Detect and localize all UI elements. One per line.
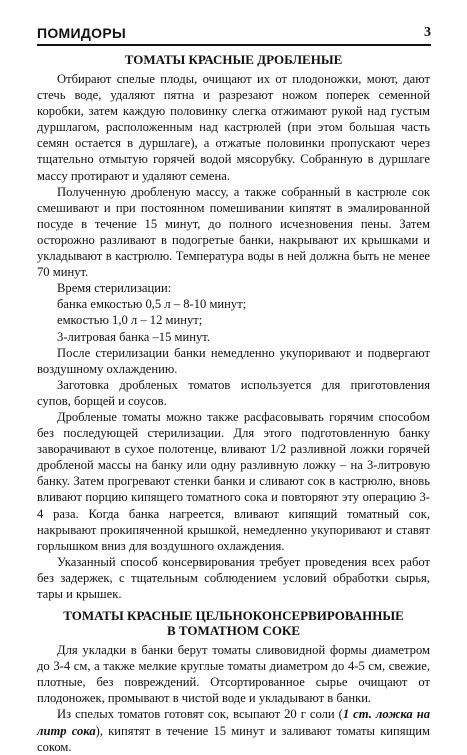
list-label: Время стерилизации: xyxy=(57,281,172,296)
list-item: емкостью 1,0 л – 12 минут; xyxy=(57,313,203,328)
section-title-line: ТОМАТЫ КРАСНЫЕ ЦЕЛЬНОКОНСЕРВИРОВАННЫЕ xyxy=(63,608,404,624)
paragraph: Указанный способ консервирования требует проведения всех работ без задержек, с тщательным соблюдением условий обработки сырья, тары и крышек. xyxy=(37,554,430,601)
emphasis-run: 1 ст. ложка на литр сока xyxy=(37,707,430,738)
list-item: 3-литровая банка –15 минут. xyxy=(57,329,210,344)
paragraph: Полученную дробленую массу, а также собранный в кастрюле сок смешивают и при постоянном помешивании кипятят в эмалированной посуде в течение 15 минут, до полного исчезновения пены. Затем осторожно разливают в подогретые банки, накрывают их крышками и укладывают в кастрюлю. Температура воды в ней должна быть не менее 70 минут. xyxy=(37,184,430,280)
paragraph: Дробленые томаты можно также расфасовывать горячим способом без последующей стерилизации. Для этого подготовленную банку заворачивают в сухое полотенце, вливают 1/2 разливной ложки горячей дробленой массы на банку или одну разливную ложку – на 3-литровую банку. Затем прогревают стенки банки и сливают сок в кастрюлю, вновь вливают порцию кипящего томатного сока и повторяют эту операцию 3-4 раза. Когда банка нагреется, вливают кипящий томатный сок, накрывают прокипяченной крышкой, немедленно укупоривают и ставят горлышком вниз для воздушного охлаждения. xyxy=(37,409,430,553)
page-body xyxy=(37,52,430,755)
text-run: ), кипятят в течение 15 минут и заливают томаты кипящим соком. xyxy=(37,723,430,754)
page-number: 3 xyxy=(424,25,431,40)
chapter-title: ПОМИДОРЫ xyxy=(37,25,126,41)
sterilization-list xyxy=(37,280,430,344)
paragraph xyxy=(37,706,430,754)
paragraph: Отбирают спелые плоды, очищают их от плодоножки, моют, дают стечь воде, удаляют пятна и разрезают ножом поперек семенной коробки, затем каждую половинку слегка отжимают рукой над густым дуршлагом, расположенным над кастрюлей (при этом большая часть семян остается в дуршлаге), а отжатые половинки пропускают через тщательно отмытую горячей водой мясорубку. Собранную в дуршлаге массу протирают и удаляют семена. xyxy=(37,72,430,183)
section-title-line: В ТОМАТНОМ СОКЕ xyxy=(166,623,301,639)
section-title-whole-tomatoes xyxy=(37,608,430,638)
paragraph: Заготовка дробленых томатов используется для приготовления супов, борщей и соусов. xyxy=(37,377,430,408)
list-item: банка емкостью 0,5 л – 8-10 минут; xyxy=(57,297,247,312)
text-run: Из спелых томатов готовят сок, всыпают 20 г соли ( xyxy=(57,707,343,722)
paragraph: Для укладки в банки берут томаты сливовидной формы диаметром до 3-4 см, а также мелкие круглые томаты диаметром до 4-5 см, свежие, плотные, без повреждений. Отсортированное сырье очищают от плодоножек, промывают в чистой воде и укладывают в банки. xyxy=(37,643,430,706)
section-title-crushed-tomatoes: ТОМАТЫ КРАСНЫЕ ДРОБЛЕНЫЕ xyxy=(124,52,343,67)
running-header xyxy=(37,22,431,46)
paragraph: После стерилизации банки немедленно укупоривают и подвергают воздушному охлаждению. xyxy=(37,345,430,376)
